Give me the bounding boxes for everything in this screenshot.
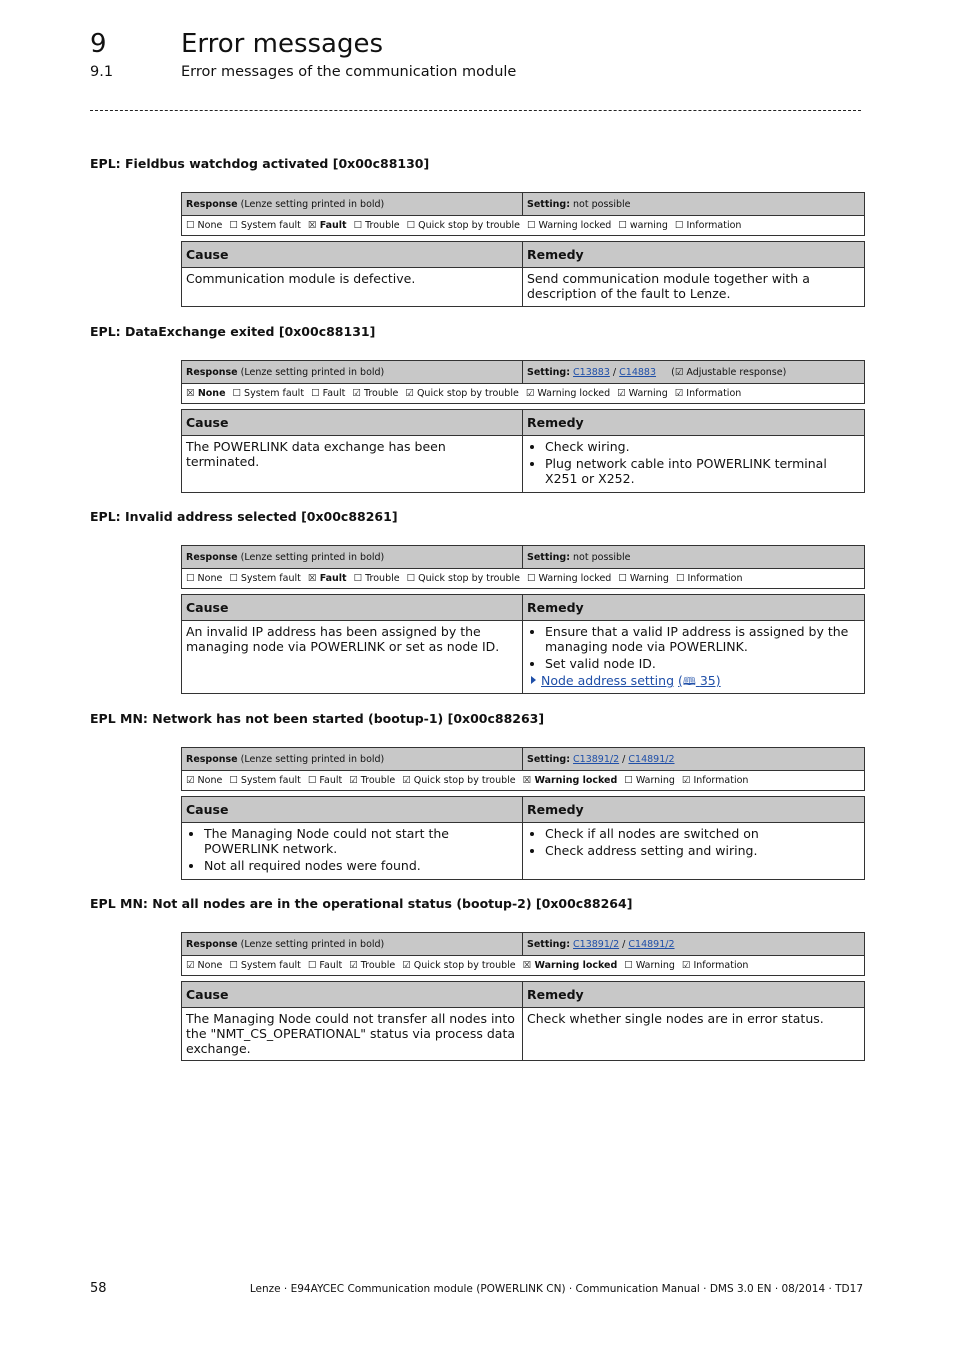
- remedy-header: Remedy: [523, 797, 865, 823]
- cause-text: The Managing Node could not transfer all nodes into the "NMT_CS_OPERATIONAL" status via process data exchange.: [182, 1008, 523, 1061]
- response-options: [182, 384, 865, 404]
- setting-label: Setting:: [527, 198, 570, 210]
- node-address-setting-link[interactable]: Node address setting: [541, 673, 675, 688]
- setting-link-c14891[interactable]: C14891/2: [628, 753, 675, 765]
- remedy-item: • Check address setting and wiring.: [545, 843, 860, 858]
- option-none: ☒ None: [186, 388, 226, 399]
- remedy-item: • Check wiring.: [545, 439, 860, 454]
- footer-text: Lenze · E94AYCEC Communication module (POWERLINK CN) · Communication Manual · DMS 3.0 EN · 08/2014 · TD17: [249, 1283, 863, 1295]
- cause-item: • Not all required nodes were found.: [204, 858, 518, 873]
- option-warning-locked: ☒ Warning locked: [522, 960, 618, 971]
- option-quick-stop: ☑ Quick stop by trouble: [402, 775, 516, 786]
- setting-separator: /: [622, 938, 626, 950]
- response-note: (Lenze setting printed in bold): [240, 366, 385, 378]
- cause-text: The POWERLINK data exchange has been terminated.: [182, 436, 523, 493]
- setting-label: Setting:: [527, 938, 570, 950]
- setting-link-c14891[interactable]: C14891/2: [628, 938, 675, 950]
- setting-text: not possible: [573, 198, 631, 210]
- cause-header: Cause: [182, 797, 523, 823]
- cause-text: An invalid IP address has been assigned by the managing node via POWERLINK or set as node ID.: [182, 621, 523, 694]
- chapter-title: Error messages: [181, 29, 384, 59]
- setting-separator: /: [622, 753, 626, 765]
- option-fault: ☐ Fault: [307, 960, 343, 971]
- option-information: ☑ Information: [681, 960, 749, 971]
- error-heading: EPL: Invalid address selected [0x00c88261]: [90, 509, 398, 524]
- response-table: [181, 545, 865, 589]
- option-none: ☐ None: [186, 573, 223, 584]
- error-block: [181, 932, 864, 1061]
- reference-page: 35): [699, 673, 721, 688]
- response-note: (Lenze setting printed in bold): [240, 198, 385, 210]
- setting-link-c13883[interactable]: C13883: [573, 366, 610, 378]
- option-warning: ☐ Warning: [624, 775, 675, 786]
- response-options: [182, 956, 865, 976]
- setting-link-c13891[interactable]: C13891/2: [573, 938, 620, 950]
- option-trouble: ☐ Trouble: [353, 573, 400, 584]
- option-fault: ☒ Fault: [307, 220, 347, 231]
- option-fault: ☐ Fault: [311, 388, 346, 399]
- response-table: [181, 192, 865, 236]
- setting-label: Setting:: [527, 753, 570, 765]
- option-information: ☐ Information: [675, 573, 743, 584]
- remedy-reference: [527, 673, 860, 689]
- setting-extra: (☑ Adjustable response): [671, 366, 787, 378]
- cause-list: [186, 826, 518, 873]
- response-cell: [182, 546, 523, 569]
- setting-cell: [523, 193, 865, 216]
- setting-link-c13891[interactable]: C13891/2: [573, 753, 620, 765]
- response-options: [182, 771, 865, 791]
- error-heading: EPL: Fieldbus watchdog activated [0x00c88130]: [90, 156, 430, 171]
- setting-cell: [523, 748, 865, 771]
- response-table: [181, 360, 865, 404]
- response-options: [182, 216, 865, 236]
- remedy-list: [527, 624, 860, 671]
- option-warning: ☐ warning: [618, 220, 668, 231]
- option-information: ☑ Information: [674, 388, 742, 399]
- option-system-fault: ☐ System fault: [229, 960, 301, 971]
- option-none: ☐ None: [186, 220, 223, 231]
- remedy-cell: [523, 436, 865, 493]
- cause-text: Communication module is defective.: [182, 268, 523, 307]
- response-cell: [182, 193, 523, 216]
- option-information: ☐ Information: [674, 220, 742, 231]
- remedy-text: Send communication module together with a description of the fault to Lenze.: [523, 268, 865, 307]
- section-number: 9.1: [90, 64, 114, 80]
- response-label: Response: [186, 938, 238, 950]
- response-table: [181, 932, 865, 976]
- cause-header: Cause: [182, 410, 523, 436]
- remedy-list: [527, 826, 860, 858]
- remedy-cell: [523, 823, 865, 880]
- remedy-text: Check whether single nodes are in error status.: [523, 1008, 865, 1061]
- setting-cell: [523, 933, 865, 956]
- response-cell: [182, 933, 523, 956]
- error-block: [181, 192, 864, 307]
- option-warning-locked: ☐ Warning locked: [527, 573, 612, 584]
- response-label: Response: [186, 753, 238, 765]
- option-warning-locked: ☐ Warning locked: [527, 220, 612, 231]
- cause-remedy-table: [181, 241, 865, 307]
- cause-header: Cause: [182, 595, 523, 621]
- response-note: (Lenze setting printed in bold): [240, 938, 385, 950]
- error-block: [181, 360, 864, 493]
- option-none: ☑ None: [186, 960, 223, 971]
- option-warning: ☐ Warning: [624, 960, 675, 971]
- setting-label: Setting:: [527, 366, 570, 378]
- chapter-number: 9: [90, 29, 107, 59]
- cause-remedy-table: [181, 594, 865, 694]
- option-system-fault: ☐ System fault: [229, 573, 301, 584]
- remedy-item: • Check if all nodes are switched on: [545, 826, 860, 841]
- cause-remedy-table: [181, 409, 865, 493]
- error-heading: EPL MN: Not all nodes are in the operational status (bootup-2) [0x00c88264]: [90, 896, 633, 911]
- option-fault: ☒ Fault: [307, 573, 347, 584]
- option-quick-stop: ☐ Quick stop by trouble: [406, 573, 521, 584]
- response-label: Response: [186, 198, 238, 210]
- response-options: [182, 569, 865, 589]
- section-title: Error messages of the communication module: [181, 64, 517, 80]
- option-warning: ☐ Warning: [618, 573, 669, 584]
- remedy-header: Remedy: [523, 410, 865, 436]
- book-icon: 🕮: [682, 675, 696, 688]
- setting-text: not possible: [573, 551, 631, 563]
- cause-header: Cause: [182, 982, 523, 1008]
- cause-header: Cause: [182, 242, 523, 268]
- option-trouble: ☑ Trouble: [352, 388, 399, 399]
- option-system-fault: ☐ System fault: [232, 388, 305, 399]
- setting-link-c14883[interactable]: C14883: [619, 366, 657, 378]
- dashed-divider: [90, 110, 861, 111]
- option-trouble: ☑ Trouble: [349, 775, 396, 786]
- response-cell: [182, 748, 523, 771]
- option-quick-stop: ☑ Quick stop by trouble: [405, 388, 519, 399]
- option-warning: ☑ Warning: [617, 388, 668, 399]
- option-none: ☑ None: [186, 775, 223, 786]
- page-number: 58: [90, 1281, 107, 1296]
- error-heading: EPL MN: Network has not been started (bootup-1) [0x00c88263]: [90, 711, 545, 726]
- option-warning-locked: ☒ Warning locked: [522, 775, 618, 786]
- arrow-right-icon: [531, 676, 536, 684]
- response-label: Response: [186, 366, 238, 378]
- cause-remedy-table: [181, 981, 865, 1061]
- response-table: [181, 747, 865, 791]
- response-note: (Lenze setting printed in bold): [240, 551, 385, 563]
- setting-cell: [523, 546, 865, 569]
- reference-open: (: [678, 673, 683, 688]
- remedy-header: Remedy: [523, 595, 865, 621]
- option-system-fault: ☐ System fault: [229, 220, 301, 231]
- page-reference-link[interactable]: [678, 673, 721, 688]
- error-heading: EPL: DataExchange exited [0x00c88131]: [90, 324, 376, 339]
- option-fault: ☐ Fault: [307, 775, 343, 786]
- setting-separator: /: [612, 366, 617, 378]
- option-trouble: ☐ Trouble: [353, 220, 400, 231]
- cause-remedy-table: [181, 796, 865, 880]
- option-warning-locked: ☑ Warning locked: [525, 388, 611, 399]
- response-cell: [182, 361, 523, 384]
- remedy-cell: [523, 621, 865, 694]
- remedy-item: • Set valid node ID.: [545, 656, 860, 671]
- setting-cell: [523, 361, 865, 384]
- response-label: Response: [186, 551, 238, 563]
- remedy-header: Remedy: [523, 242, 865, 268]
- error-block: [181, 545, 864, 694]
- remedy-header: Remedy: [523, 982, 865, 1008]
- remedy-item: • Plug network cable into POWERLINK terminal X251 or X252.: [545, 456, 860, 486]
- cause-item: • The Managing Node could not start the POWERLINK network.: [204, 826, 518, 856]
- error-block: [181, 747, 864, 880]
- response-note: (Lenze setting printed in bold): [240, 753, 385, 765]
- option-information: ☑ Information: [681, 775, 749, 786]
- cause-cell: [182, 823, 523, 880]
- remedy-list: [527, 439, 860, 486]
- option-system-fault: ☐ System fault: [229, 775, 301, 786]
- option-trouble: ☑ Trouble: [349, 960, 396, 971]
- option-quick-stop: ☐ Quick stop by trouble: [406, 220, 521, 231]
- option-quick-stop: ☑ Quick stop by trouble: [402, 960, 516, 971]
- remedy-item: • Ensure that a valid IP address is assigned by the managing node via POWERLINK.: [545, 624, 860, 654]
- setting-label: Setting:: [527, 551, 570, 563]
